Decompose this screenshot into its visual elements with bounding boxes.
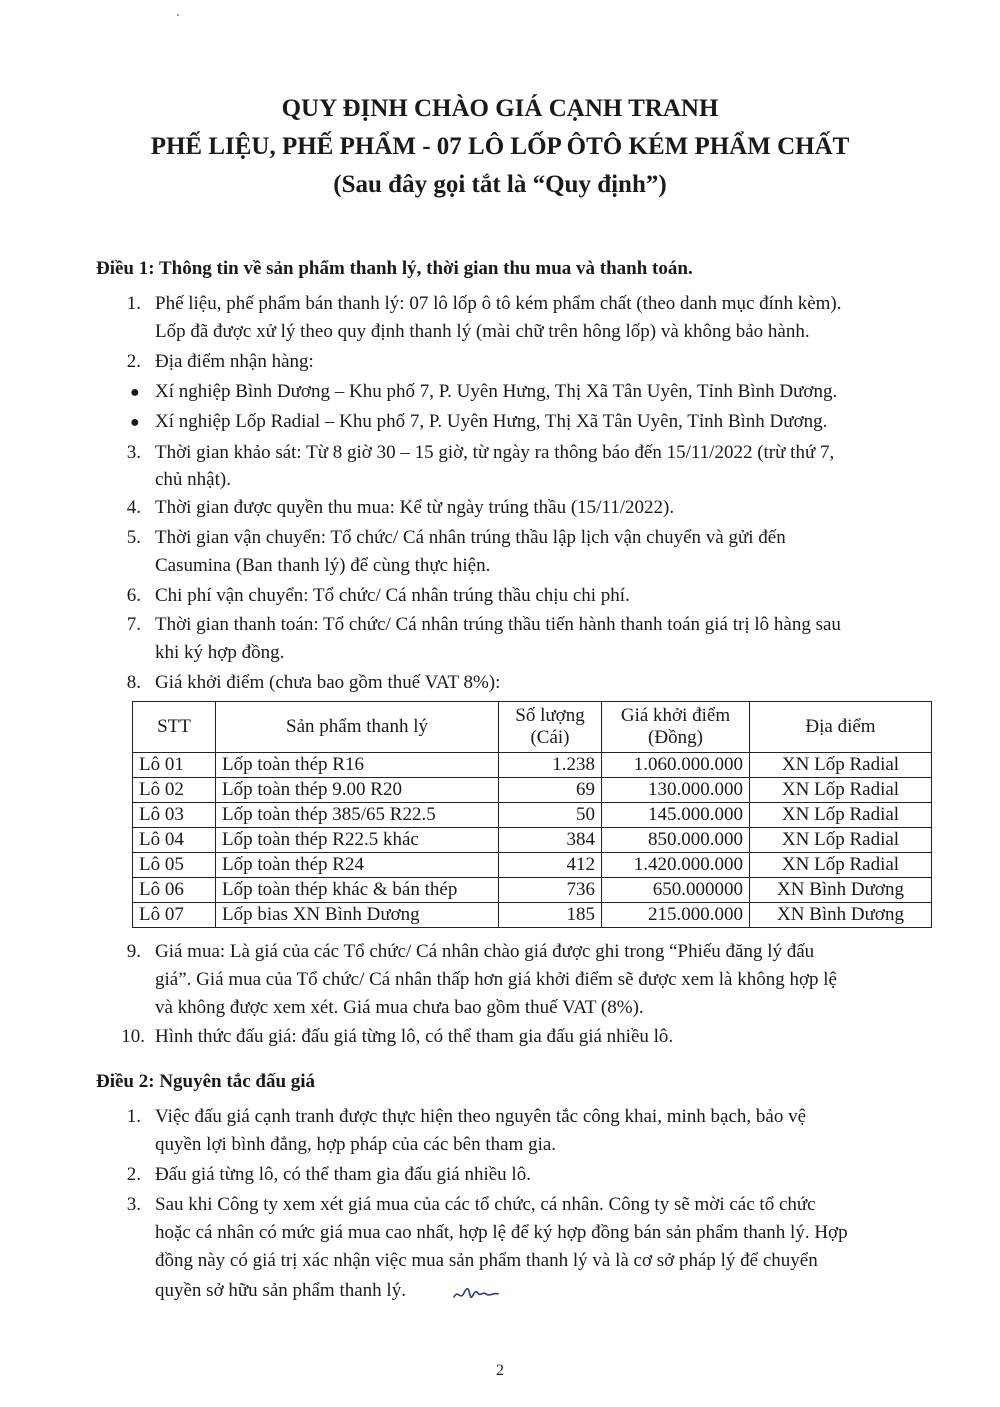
title-line-3: (Sau đây gọi tắt là “Quy định”) xyxy=(333,171,667,198)
cell-location: XN Lốp Radial xyxy=(750,853,932,878)
paragraph-line: khi ký hợp đồng. xyxy=(155,642,285,663)
bullet-icon: ● xyxy=(130,384,140,401)
header-starting-price: Giá khởi điểm (Đồng) xyxy=(602,702,750,753)
cell-product: Lốp toàn thép khác & bán thép xyxy=(216,878,499,903)
page-number: 2 xyxy=(496,1362,504,1379)
paragraph-line: giá”. Giá mua của Tổ chức/ Cá nhân thấp hơn giá khởi điểm sẽ được xem là không hợp lệ xyxy=(155,969,837,990)
item-number: 1. xyxy=(126,293,141,314)
paragraph-line: Thời gian khảo sát: Từ 8 giờ 30 – 15 giờ, từ ngày ra thông báo đến 15/11/2022 (trừ thứ 7, xyxy=(155,442,835,463)
item-number: 3. xyxy=(126,442,141,463)
paragraph-line: Lốp đã được xử lý theo quy định thanh lý (mài chữ trên hông lốp) và không bảo hành. xyxy=(155,321,810,342)
handwritten-initials xyxy=(450,1281,510,1307)
cell-product: Lốp toàn thép R22.5 khác xyxy=(216,828,499,853)
title-line-2: PHẾ LIỆU, PHẾ PHẨM - 07 LÔ LỐP ÔTÔ KÉM PHẨM CHẤT xyxy=(150,133,850,160)
article-1-heading: Điều 1: Thông tin về sản phẩm thanh lý, thời gian thu mua và thanh toán. xyxy=(96,258,693,279)
bullet-icon: ● xyxy=(130,414,140,431)
cell-product: Lốp bias XN Bình Dương xyxy=(216,903,499,928)
cell-stt: Lô 01 xyxy=(133,753,216,778)
table-row xyxy=(133,828,932,853)
cell-quantity: 69 xyxy=(499,778,602,803)
cell-location: XN Lốp Radial xyxy=(750,803,932,828)
paragraph-line: và không được xem xét. Giá mua chưa bao gồm thuế VAT (8%). xyxy=(155,997,644,1018)
paragraph-line: Hình thức đấu giá: đấu giá từng lô, có thể tham gia đấu giá nhiều lô. xyxy=(155,1026,674,1047)
item-number: 6. xyxy=(126,585,141,606)
table-row xyxy=(133,903,932,928)
cell-price: 145.000.000 xyxy=(602,803,750,828)
cell-stt: Lô 06 xyxy=(133,878,216,903)
cell-quantity: 736 xyxy=(499,878,602,903)
title-line-1: QUY ĐỊNH CHÀO GIÁ CẠNH TRANH xyxy=(281,95,719,122)
paragraph-line: Casumina (Ban thanh lý) để cùng thực hiện. xyxy=(155,555,491,576)
item-number: 2. xyxy=(126,1164,141,1185)
paragraph-line: Thời gian thanh toán: Tổ chức/ Cá nhân trúng thầu tiến hành thanh toán giá trị lô hàng sau xyxy=(155,614,841,635)
paragraph-line: chủ nhật). xyxy=(155,469,231,490)
header-location: Địa điểm xyxy=(750,702,932,753)
cell-stt: Lô 07 xyxy=(133,903,216,928)
cell-stt: Lô 03 xyxy=(133,803,216,828)
paragraph-line: Thời gian vận chuyển: Tổ chức/ Cá nhân trúng thầu lập lịch vận chuyển và gửi đến xyxy=(155,527,786,548)
cell-quantity: 384 xyxy=(499,828,602,853)
paragraph-line: đồng này có giá trị xác nhận việc mua sản phẩm thanh lý và là cơ sở pháp lý để chuyển xyxy=(155,1250,818,1271)
cell-price: 850.000.000 xyxy=(602,828,750,853)
paragraph-line: Thời gian được quyền thu mua: Kể từ ngày trúng thầu (15/11/2022). xyxy=(155,497,675,518)
cell-quantity: 50 xyxy=(499,803,602,828)
cell-product: Lốp toàn thép R16 xyxy=(216,753,499,778)
paragraph-line: hoặc cá nhân có mức giá mua cao nhất, hợp lệ để ký hợp đồng bán sản phẩm thanh lý. Hợp xyxy=(155,1222,848,1243)
table-row xyxy=(133,753,932,778)
cell-location: XN Lốp Radial xyxy=(750,828,932,853)
cell-price: 650.000000 xyxy=(602,878,750,903)
cell-location: XN Bình Dương xyxy=(750,878,932,903)
cell-price: 130.000.000 xyxy=(602,778,750,803)
cell-location: XN Lốp Radial xyxy=(750,753,932,778)
item-number: 8. xyxy=(126,672,141,693)
paragraph-line: Địa điểm nhận hàng: xyxy=(155,351,314,372)
header-quantity: Số lượng (Cái) xyxy=(499,702,602,753)
cell-price: 1.420.000.000 xyxy=(602,853,750,878)
cell-product: Lốp toàn thép 9.00 R20 xyxy=(216,778,499,803)
item-number: 4. xyxy=(126,497,141,518)
header-product: Sản phẩm thanh lý xyxy=(216,702,499,753)
table-row xyxy=(133,778,932,803)
paragraph-line: Giá mua: Là giá của các Tổ chức/ Cá nhân chào giá được ghi trong “Phiếu đăng lý đấu xyxy=(155,941,815,962)
cell-quantity: 1.238 xyxy=(499,753,602,778)
cell-product: Lốp toàn thép R24 xyxy=(216,853,499,878)
item-number: 5. xyxy=(126,527,141,548)
header-stt: STT xyxy=(133,702,216,753)
cell-stt: Lô 02 xyxy=(133,778,216,803)
paragraph-line: Phế liệu, phế phẩm bán thanh lý: 07 lô lốp ô tô kém phẩm chất (theo danh mục đính kèm). xyxy=(155,293,842,314)
table-row xyxy=(133,878,932,903)
cell-quantity: 185 xyxy=(499,903,602,928)
article-2-heading: Điều 2: Nguyên tắc đấu giá xyxy=(96,1071,316,1092)
item-number: 9. xyxy=(126,941,141,962)
paragraph-line: Việc đấu giá cạnh tranh được thực hiện theo nguyên tắc công khai, minh bạch, bảo vệ xyxy=(155,1106,807,1127)
paragraph-line: Đấu giá từng lô, có thể tham gia đấu giá nhiều lô. xyxy=(155,1164,531,1185)
cell-location: XN Lốp Radial xyxy=(750,778,932,803)
cell-stt: Lô 04 xyxy=(133,828,216,853)
paragraph-line: quyền lợi bình đẳng, hợp pháp của các bên tham gia. xyxy=(155,1134,557,1155)
cell-product: Lốp toàn thép 385/65 R22.5 xyxy=(216,803,499,828)
cell-location: XN Bình Dương xyxy=(750,903,932,928)
table-row xyxy=(133,853,932,878)
table-header-row xyxy=(133,702,932,753)
scan-speck xyxy=(177,14,179,16)
paragraph-line: Giá khởi điểm (chưa bao gồm thuế VAT 8%): xyxy=(155,672,501,693)
item-number: 7. xyxy=(126,614,141,635)
bullet-item: Xí nghiệp Bình Dương – Khu phố 7, P. Uyên Hưng, Thị Xã Tân Uyên, Tỉnh Bình Dương. xyxy=(155,381,838,402)
table-row xyxy=(133,803,932,828)
paragraph-line: quyền sở hữu sản phẩm thanh lý. xyxy=(155,1280,406,1301)
item-number: 10. xyxy=(121,1026,145,1047)
cell-price: 215.000.000 xyxy=(602,903,750,928)
item-number: 1. xyxy=(126,1106,141,1127)
paragraph-line: Sau khi Công ty xem xét giá mua của các tổ chức, cá nhân. Công ty sẽ mời các tổ chức xyxy=(155,1194,816,1215)
bullet-item: Xí nghiệp Lốp Radial – Khu phố 7, P. Uyên Hưng, Thị Xã Tân Uyên, Tỉnh Bình Dương. xyxy=(155,411,828,432)
cell-price: 1.060.000.000 xyxy=(602,753,750,778)
starting-price-table xyxy=(132,701,932,928)
cell-stt: Lô 05 xyxy=(133,853,216,878)
item-number: 2. xyxy=(126,351,141,372)
paragraph-line: Chi phí vận chuyển: Tổ chức/ Cá nhân trúng thầu chịu chi phí. xyxy=(155,585,630,606)
cell-quantity: 412 xyxy=(499,853,602,878)
item-number: 3. xyxy=(126,1194,141,1215)
